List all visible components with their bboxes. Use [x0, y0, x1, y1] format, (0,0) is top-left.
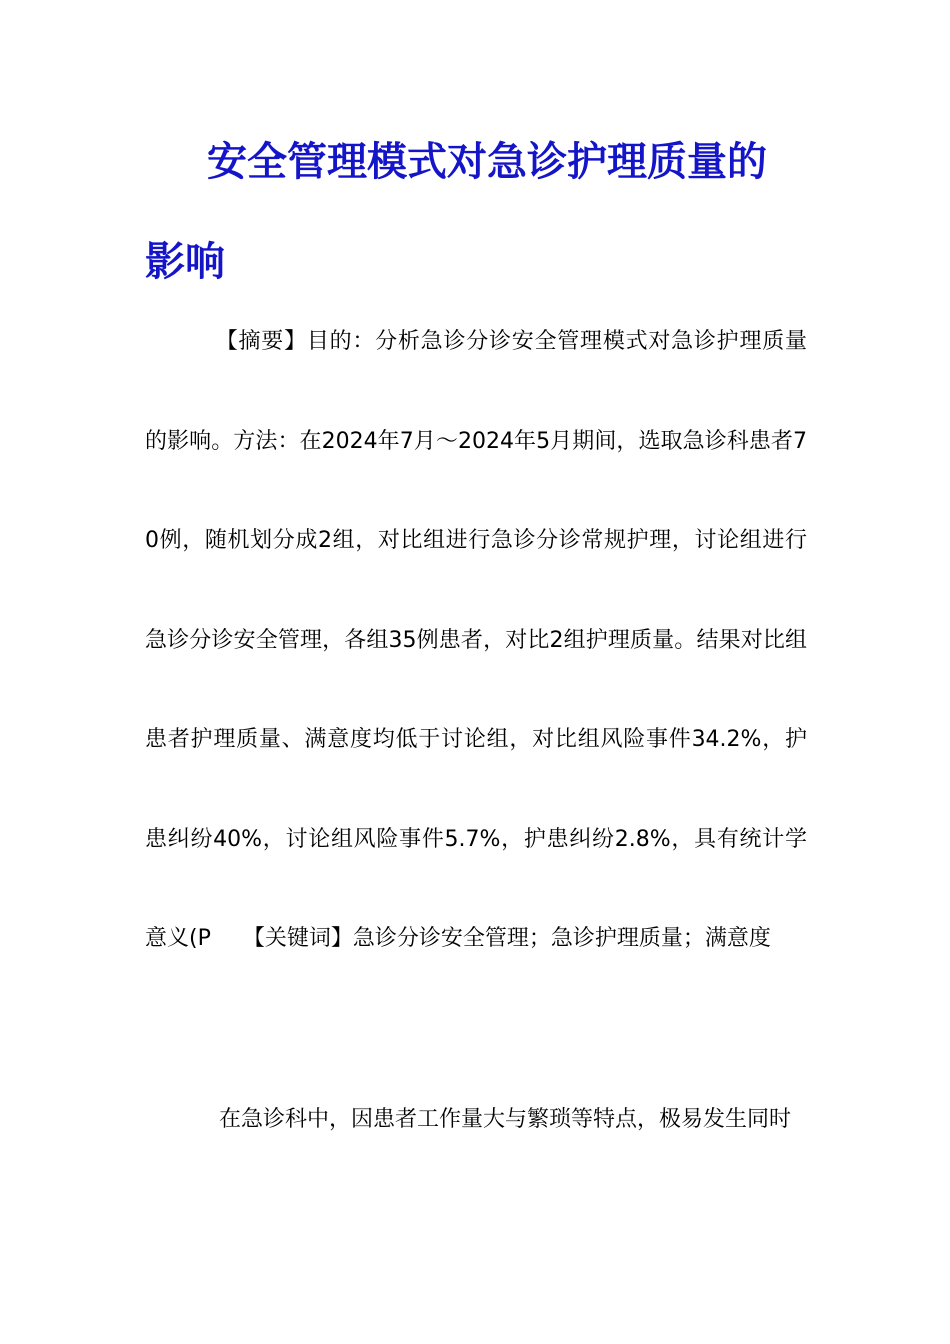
keywords-label: 【关键词】: [242, 926, 353, 951]
intro-paragraph: 在急诊科中，因患者工作量大与繁琐等特点，极易发生同时: [219, 1107, 792, 1132]
keywords-text: 急诊分诊安全管理；急诊护理质量；满意度: [352, 926, 771, 951]
abstract-paragraph: [145, 292, 807, 989]
document-title: 安全管理模式对急诊护理质量的影响: [145, 139, 767, 285]
abstract-label: 【摘要】: [215, 329, 307, 354]
abstract-text: 目的：分析急诊分诊安全管理模式对急诊护理质量的影响。方法：在2024年7月～2024年5月期间，选取急诊科患者70例，随机划分成2组，对比组进行急诊分诊常规护理，讨论组进行急诊分诊安全管理，各组35例患者，对比2组护理质量。结果对比组患者护理质量、满意度均低于讨论组，对比组风险事件34.2%，护患纠纷40%，讨论组风险事件5.7%，护患纠纷2.8%，具有统计学意义(P: [145, 329, 807, 951]
